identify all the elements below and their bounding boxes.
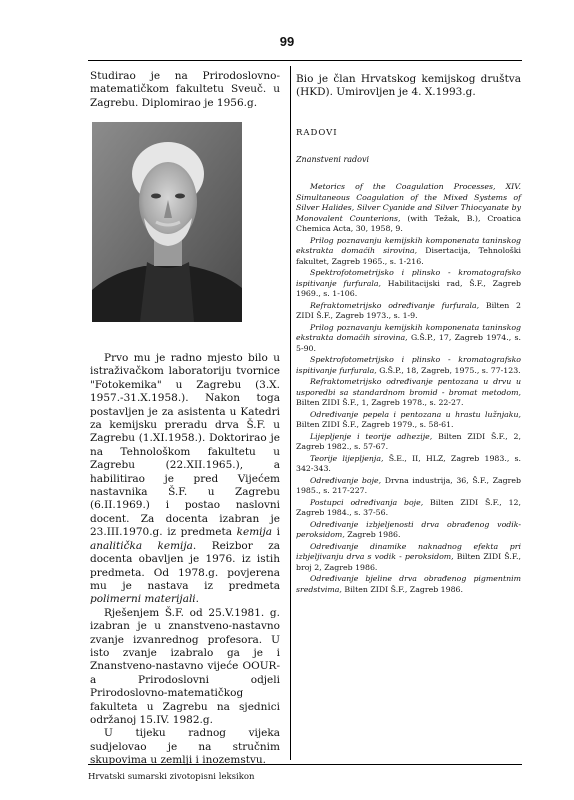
reference-item xyxy=(296,574,521,595)
paragraph-appointment: Rješenjem Š.F. od 25.V.1981. g. izabran je u znanstveno-nastavno zvanje izvanrednog profesora. U isto zvanje izabralo ga je i Znanstveno-nastavno vijeće OOUR-a Prirodoslovni odjeli Prirodoslovno-matematičkog fakulteta u Zagrebu na sjednici održanoj 15.IV. 1982.g. xyxy=(90,606,280,726)
reference-item xyxy=(296,182,521,235)
paragraph-education: Studirao je na Prirodoslovno-matematičkom fakultetu Sveuč. u Zagrebu. Diplomirao je 1956.g. xyxy=(90,70,280,109)
reference-item xyxy=(296,268,521,300)
reference-title: Metorics of the Coagulation Processes, XIV. Simultaneous Coagulation of the Mixed Systems of Silver Halides, Silver Cyanide and Silver Thiocyanate by Monovalent Counterions, xyxy=(296,182,521,223)
reference-source: Bilten ZIDI Š.F., Zagreb 1979., s. 58-61. xyxy=(296,420,454,430)
reference-title: Spektrofotometrijsko i plinsko - kromatografsko ispitivanje furfurala, xyxy=(296,355,521,375)
reference-item xyxy=(296,498,521,519)
reference-item xyxy=(296,323,521,355)
subject-analiticka-kemija: analitička kemija xyxy=(90,539,193,552)
reference-item xyxy=(296,476,521,497)
reference-item xyxy=(296,410,521,431)
reference-item xyxy=(296,454,521,475)
reference-source: Drvna industrija, 36, Š.F., Zagreb 1985., s. 217-227. xyxy=(296,475,521,496)
reference-item xyxy=(296,542,521,574)
reference-source: Bilten ZIDI Š.F., 2, Zagreb 1982., s. 57-67. xyxy=(296,431,521,452)
reference-item xyxy=(296,355,521,376)
reference-source: G.Š.P., 18, Zagreb, 1975., s. 77-123. xyxy=(376,365,521,375)
reference-item xyxy=(296,520,521,541)
subject-kemija: kemija xyxy=(236,526,273,539)
reference-title: Određivanje dinamike naknadnog efekta pri izbjeljivanju drva s vodik - peroksidom, xyxy=(296,541,521,562)
reference-source: (with Težak, B.), Croatica Chemica Acta, 30, 1958, 9. xyxy=(296,213,521,234)
reference-item xyxy=(296,432,521,453)
reference-source: Bilten ZIDI Š.F., broj 2, Zagreb 1986. xyxy=(296,552,521,572)
portrait-photo xyxy=(92,122,242,322)
career-end: . xyxy=(195,593,200,606)
reference-title: Postupci određivanja boje, xyxy=(310,497,424,507)
reference-item xyxy=(296,301,521,322)
reference-title: Prilog poznavanju kemijskih komponenata taninskog ekstrakta domaćih sirovina, xyxy=(296,322,521,343)
reference-item xyxy=(296,236,521,268)
reference-source: Š.E., II, HLZ, Zagreb 1983., s. 342-343. xyxy=(296,453,521,474)
footer-rule xyxy=(88,764,522,765)
career-text: Prvo mu je radno mjesto bilo u istraživačkom laboratoriju tvornice "Fotokemika" u Zagrebu (3.X. 1957.-31.X.1958.). Nakon toga postavljen je za asistenta u Katedri za kemijsku preradu drva Š.F. u Zagrebu (1.XI.1958.). Doktorirao je na Tehnološkom fakultetu u Zagrebu (22.XII.1965.), a habilitirao je pred Vijećem nastavnika Š.F. u Zagrebu (6.II.1969.) i postao naslovni docent. Za docenta izabran je 23.III.1970.g. iz predmeta xyxy=(90,352,280,539)
reference-item xyxy=(296,377,521,409)
reference-list xyxy=(296,182,521,596)
reference-source: G.Š.P., 17, Zagreb 1974., s. 5-90. xyxy=(296,333,521,353)
career-and: i xyxy=(272,526,281,539)
paragraph-conferences: U tijeku radnog vijeka sudjelovao je na stručnim skupovima u zemlji i inozemstvu. xyxy=(90,727,280,767)
biography-intro xyxy=(90,70,280,110)
header-rule xyxy=(88,60,522,61)
page-number: 99 xyxy=(279,34,295,49)
column-divider xyxy=(290,66,291,760)
reference-title: Lijepljenje i teorije adhezije, xyxy=(310,431,433,441)
paragraph-membership: Bio je član Hrvatskog kemijskog društva (HKD). Umirovljen je 4. X.1993.g. xyxy=(296,73,521,99)
reference-title: Određivanje bjeline drva obrađenog pigmentnim sredstvima, xyxy=(296,574,521,594)
footer-title: Hrvatski sumarski zivotopisni leksikon xyxy=(88,772,255,782)
reference-title: Određivanje pepela i pentozana u hrastu lužnjaku, xyxy=(310,409,521,419)
subject-polimerni-materijali: polimerni materijali xyxy=(90,593,196,606)
reference-title: Određivanje boje, xyxy=(310,475,382,485)
reference-source: Habilitacijski rad, Š.F., Zagreb 1969., s. 1-106. xyxy=(296,278,521,299)
biography-career xyxy=(90,352,280,768)
reference-title: Određivanje izbjeljenosti drva obrađenog vodik-peroksidom, xyxy=(296,519,521,540)
reference-source: Bilten ZIDI Š.F., Zagreb 1986. xyxy=(341,584,464,594)
reference-title: Spektrofotometrijsko i plinsko - kromatografsko ispitivanje furfurala, xyxy=(296,268,521,288)
reference-source: Zagreb 1986. xyxy=(344,530,401,540)
portrait-photo-image xyxy=(92,122,242,322)
subheading-scientific-works: Znanstveni radovi xyxy=(296,155,370,164)
reference-source: Disertacija, Tehnološki fakultet, Zagreb 1965., s. 1-216. xyxy=(296,246,521,266)
career-text-tail: . Reizbor za docenta obavljen je 1976. iz istih predmeta. Od 1978.g. povjerena mu je nastava iz predmeta xyxy=(90,539,280,592)
reference-title: Prilog poznavanju kemijskih komponenata taninskog ekstrakta domaćih sirovina, xyxy=(296,235,521,256)
reference-source: Bilten ZIDI Š.F., 12, Zagreb 1984., s. 37-56. xyxy=(296,497,521,518)
reference-title: Refraktometrijsko određivanje pentozana u drvu u usporedbi sa standardnom bromid - bromat metodom, xyxy=(296,377,521,397)
paragraph-career xyxy=(90,352,280,607)
reference-title: Teorije lijepljenja, xyxy=(310,453,384,463)
reference-title: Refraktometrijsko određivanje furfurala, xyxy=(310,300,480,310)
section-heading-radovi: RADOVI xyxy=(296,128,338,138)
reference-source: Bilten 2 ZIDI Š.F., Zagreb 1973., s. 1-9. xyxy=(296,300,522,321)
reference-source: Bilten ZIDI Š.F., 1, Zagreb 1978., s. 22-27. xyxy=(296,398,464,408)
